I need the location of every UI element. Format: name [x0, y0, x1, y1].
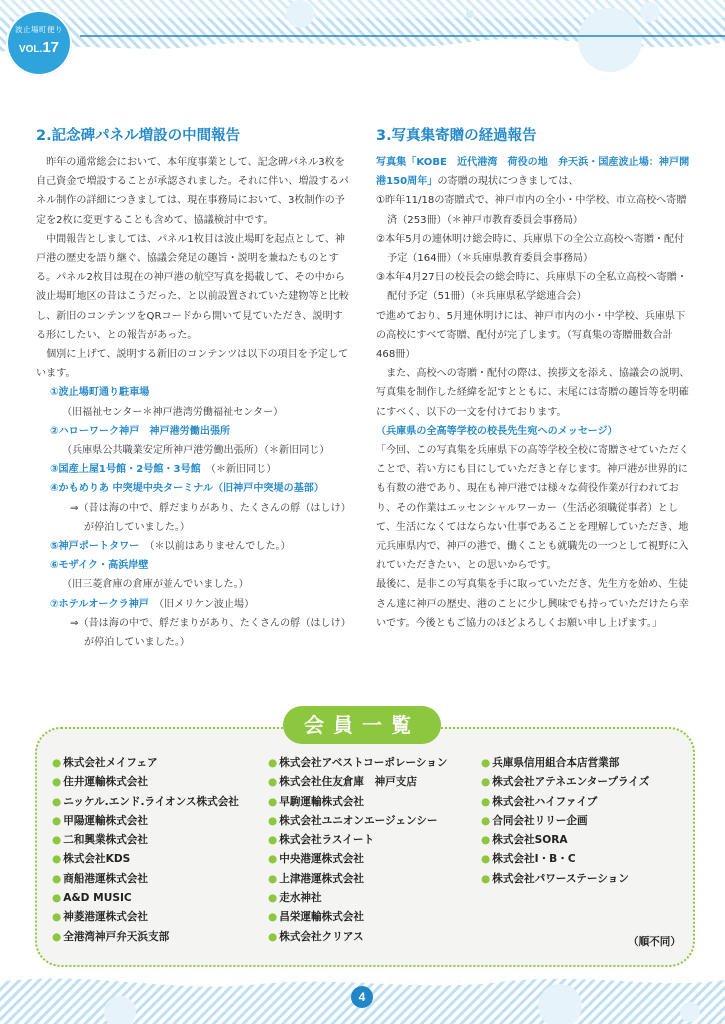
member-item: ● 早駒運輸株式会社	[268, 793, 447, 812]
member-item: ● 株式会社I・B・C	[481, 850, 649, 869]
list-item-note: （兵庫県公共職業安定所神戸港労働出張所）（＊新旧同じ）	[62, 445, 330, 457]
member-item: ● 株式会社ラスイート	[268, 831, 447, 850]
list-item: ③国産上屋1号館・2号館・3号館	[50, 464, 201, 476]
member-item: ● 昌栄運輸株式会社	[268, 908, 447, 927]
vol-number: 17	[42, 39, 60, 56]
member-item: ● 株式会社アテネエンタープライズ	[481, 773, 649, 792]
paragraph: の寄贈の現状につきましては、	[437, 176, 579, 188]
list-item-note: （旧メリケン波止場）	[158, 598, 255, 610]
member-item: ● 合同会社リリー企画	[481, 812, 649, 831]
photobook-title: 写真集「KOBE 近代港湾 荷役の地 弁天浜・国産波止場：神戸開港150周年」	[376, 157, 690, 188]
member-list-title: 会員一覧	[283, 706, 441, 744]
member-item: ● 上津港運株式会社	[268, 870, 447, 889]
list-item-note: が停泊していました。）	[84, 521, 190, 533]
paragraph: 中間報告としましては、パネル1枚目は波止場町を起点として、神戸港の歴史を語り継ぐ、協議会発足の趣旨・説明を兼ねたものとする。パネル2枚目は現在の神戸港の航空写真を掲載して、その中から波止場町地区の昔はこうだった、と以前設置されていた建物等と比較し、新旧のコンテンツをQRコードから開いて見ていただき、説明する形にしたい、との報告があった。	[36, 233, 349, 341]
list-item: ②ハローワーク神戸 神戸港労働出張所	[50, 425, 231, 437]
member-item: ● 甲陽運輸株式会社	[52, 812, 239, 831]
content-item-list	[36, 383, 350, 652]
paragraph: で進めており、5月連休明けには、神戸市内の小・中学校、兵庫県下の高校にすべて寄贈、配付が完了します。（写真集の寄贈冊数合計468冊）	[376, 310, 686, 361]
series-label: 波止場町便り	[15, 25, 63, 34]
list-item: ⑥モザイク・高浜岸壁	[50, 560, 149, 572]
message-body: 最後に、是非この写真集を手に取っていただき、先生方を始め、生徒さん達に神戸の歴史、港のことに少し興味でも持っていただけたら幸いです。今後ともご協力のほどよろしくお願い申し上げます。」	[376, 579, 689, 629]
member-item: ● 株式会社住友倉庫 神戸支店	[268, 773, 447, 792]
paragraph: また、高校への寄贈・配付の際は、挨拶文を添え、協議会の説明、写真集を制作した経緯を記すとともに、末尾には寄贈の趣旨等を明確にすべく、以下の一文を付けております。	[376, 368, 690, 418]
list-item-note: （＊以前はありませんでした。）	[149, 541, 291, 553]
paragraph: 個別に上げて、説明する新旧のコンテンツは以下の項目を予定しています。	[36, 349, 349, 380]
member-column-2	[268, 754, 447, 947]
member-column-3	[481, 754, 649, 889]
list-item-note: （旧福祉センター＊神戸港湾労働福祉センター）	[62, 406, 284, 418]
list-item: ⑦ホテルオークラ神戸	[50, 598, 149, 610]
list-item-note: （旧三菱倉庫の倉庫が並んでいました。）	[62, 579, 249, 591]
vol-label: VOL.	[18, 44, 43, 55]
member-item: ● 株式会社ユニオンエージェンシー	[268, 812, 447, 831]
paragraph: 昨年の通常総会において、本年度事業として、記念碑パネル3枚を自己資金で増設することが承認されました。それに伴い、増設するパネル制作の詳細につきましては、現在事務局において、3枚制作の予定を2枚に変更することも含めて、協議検討中です。	[36, 157, 349, 226]
member-item: ● 住井運輸株式会社	[52, 773, 239, 792]
member-item: ● 中央港運株式会社	[268, 850, 447, 869]
member-item: ● 株式会社クリアス	[268, 928, 447, 947]
member-item: ● 株式会社KDS	[52, 850, 239, 869]
member-item: ● 二和興業株式会社	[52, 831, 239, 850]
section-title-panel: 2.記念碑パネル増設の中間報告	[36, 128, 241, 144]
right-column	[376, 153, 690, 633]
member-item: ● 株式会社ハイファイブ	[481, 793, 649, 812]
list-item-note: ⇒（昔は海の中で、艀だまりがあり、たくさんの艀（はしけ）	[70, 617, 351, 629]
header-decoration	[0, 0, 725, 95]
member-item: ● ニッケル.エンド.ライオンス株式会社	[52, 793, 239, 812]
member-item: ● 兵庫県信用組合本店営業部	[481, 754, 649, 773]
list-item: ①波止場町通り駐車場	[50, 387, 150, 399]
member-item: ● 神菱港運株式会社	[52, 908, 239, 927]
member-item: ● 株式会社SORA	[481, 831, 649, 850]
member-item: ● 株式会社パワーステーション	[481, 870, 649, 889]
member-item: ● 株式会社アベストコーポレーション	[268, 754, 447, 773]
volume-badge	[6, 10, 72, 76]
message-title: （兵庫県の全高等学校の校長先生宛へのメッセージ）	[376, 425, 618, 437]
list-item: ③本年4月27日の校長会の総会時に、兵庫県下の全私立高校へ寄贈・配付予定（51冊）（＊兵庫県私学総連合会）	[376, 272, 687, 303]
section-title-photobook: 3.写真集寄贈の経過報告	[376, 128, 537, 144]
list-item-note: ⇒（昔は海の中で、艀だまりがあり、たくさんの艀（はしけ）	[70, 502, 351, 514]
list-item: ⑤神戸ポートタワー	[50, 541, 140, 553]
member-item: ● 全港湾神戸弁天浜支部	[52, 928, 239, 947]
list-item: ④かもめりあ 中突堤中央ターミナル（旧神戸中突堤の基部）	[50, 483, 324, 495]
member-item: ● A&D MUSIC	[52, 889, 239, 908]
message-body: 「今回、この写真集を兵庫県下の高等学校全校に寄贈させていただくことで、若い方にも目にしていただきと存じます。神戸港が世界的にも有数の港であり、現在も神戸港では様々な荷役作業が行われており、その作業はエッセンシャルワーカー（生活必須職従事者）として、生活になくてはならない仕事であることを理解していただき、地元兵庫県内で、神戸の港で、働くことも就職先の一つとして視野に入れていただきたい、との思いからです。	[376, 445, 689, 572]
list-item-note: （＊新旧同じ）	[210, 464, 277, 476]
list-item: ②本年5月の連休明け総会時に、兵庫県下の全公立高校へ寄贈・配付予定（164冊）（＊兵庫県教育委員会事務局）	[376, 233, 685, 265]
member-column-1	[52, 754, 239, 947]
left-column	[36, 153, 350, 652]
member-item: ● 株式会社メイフェア	[52, 754, 239, 773]
list-item-note: が停泊していました。）	[84, 637, 190, 649]
member-item: ● 走水神社	[268, 889, 447, 908]
list-item: ①昨年11/18の寄贈式で、神戸市内の全小・中学校、市立高校へ寄贈済（253冊）（＊神戸市教育委員会事務局）	[376, 195, 687, 226]
member-item: ● 商船港運株式会社	[52, 870, 239, 889]
order-note: （順不同）	[628, 936, 681, 948]
page-number: 4	[351, 986, 373, 1008]
